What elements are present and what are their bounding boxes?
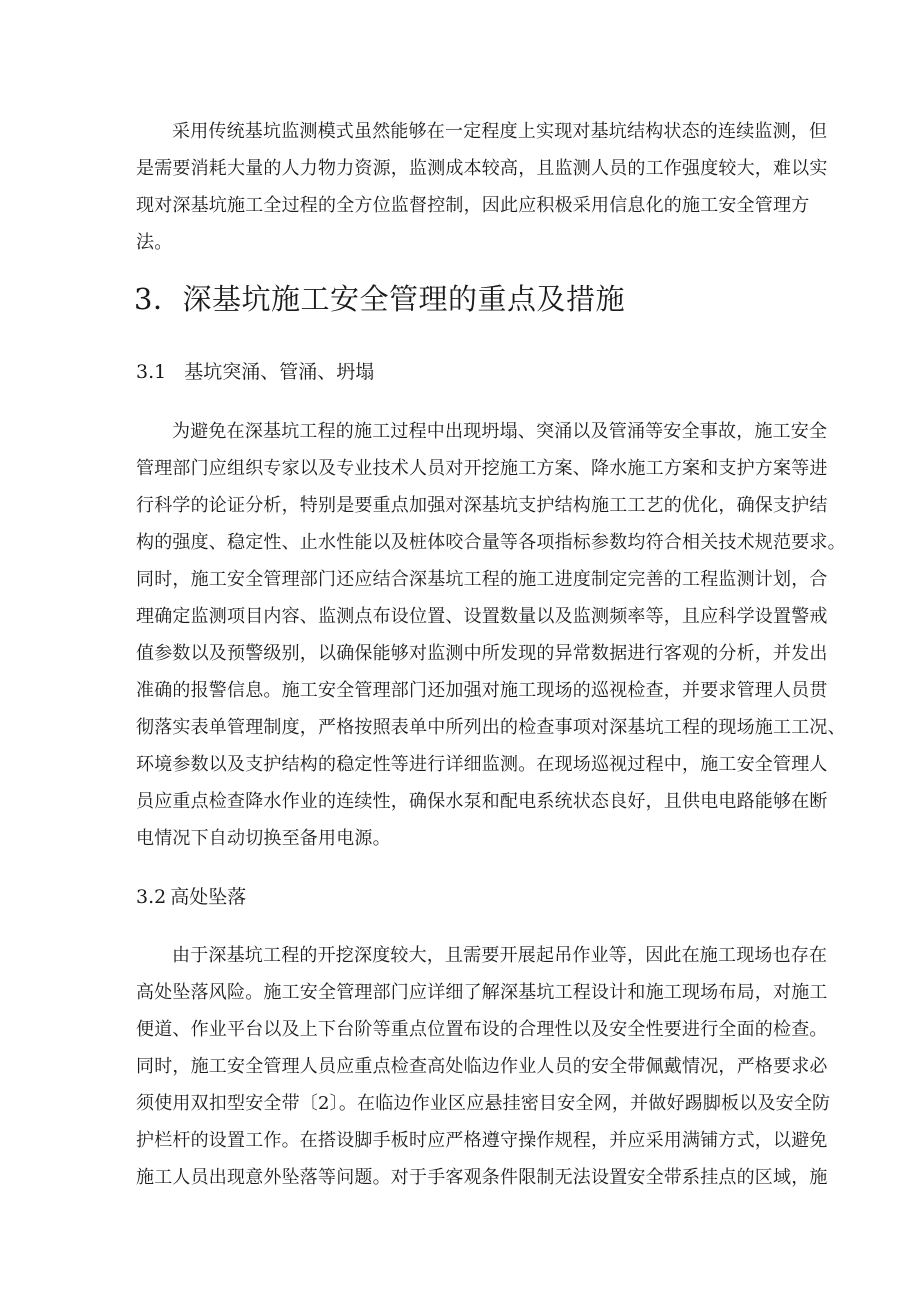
paragraph-line: 同时，施工安全管理部门还应结合深基坑工程的施工进度制定完善的工程监测计划，合: [136, 569, 828, 590]
paragraph-line: 护栏杆的设置工作。在搭设脚手板时应严格遵守操作规程，并应采用满铺方式，以避免: [136, 1130, 828, 1151]
subsection-heading: [136, 359, 374, 385]
subsection-title: 基坑突涌、管涌、坍塌: [184, 361, 375, 383]
paragraph-line: 环境参数以及支护结构的稳定性等进行详细监测。在现场巡视过程中，施工安全管理人: [136, 754, 828, 775]
paragraph-line: 同时，施工安全管理人员应重点检查高处临边作业人员的安全带佩戴情况，严格要求必: [136, 1056, 828, 1077]
paragraph-line: 法。: [136, 232, 173, 253]
paragraph-line: 现对深基坑施工全过程的全方位监督控制，因此应积极采用信息化的施工安全管理方: [136, 195, 810, 216]
paragraph-line: 施工人员出现意外坠落等问题。对于手客观条件限制无法设置安全带系挂点的区域，施: [136, 1167, 828, 1188]
subsection-number: 3.2: [136, 886, 167, 908]
paragraph-line: 理确定监测项目内容、监测点布设位置、设置数量以及监测频率等，且应科学设置警戒: [136, 606, 828, 627]
paragraph-line: 由于深基坑工程的开挖深度较大，且需要开展起吊作业等，因此在施工现场也存在: [172, 945, 828, 966]
paragraph-line: 值参数以及预警级别，以确保能够对监测中所发现的异常数据进行客观的分析，并发出: [136, 643, 828, 664]
paragraph-line: 便道、作业平台以及上下台阶等重点位置布设的合理性以及安全性要进行全面的检查。: [136, 1019, 828, 1040]
paragraph-line: 是需要消耗大量的人力物力资源，监测成本较高，且监测人员的工作强度较大，难以实: [136, 158, 828, 179]
subsection-number: 3.1: [136, 361, 167, 383]
paragraph-line: 构的强度、稳定性、止水性能以及桩体咬合量等各项指标参数均符合相关技术规范要求。: [136, 532, 846, 553]
paragraph-line: 须使用双扣型安全带〔2〕。在临边作业区应悬挂密目安全网，并做好踢脚板以及安全防: [136, 1093, 831, 1114]
paragraph-line: 管理部门应组织专家以及专业技术人员对开挖施工方案、降水施工方案和支护方案等进: [136, 458, 828, 479]
paragraph-line: 行科学的论证分析，特别是要重点加强对深基坑支护结构施工工艺的优化，确保支护结: [136, 495, 828, 516]
paragraph-line: 采用传统基坑监测模式虽然能够在一定程度上实现对基坑结构状态的连续监测，但: [172, 121, 828, 142]
section-heading: 3．深基坑施工安全管理的重点及措施: [134, 282, 625, 316]
paragraph-line: 员应重点检查降水作业的连续性，确保水泵和配电系统状态良好，且供电电路能够在断: [136, 791, 828, 812]
paragraph-line: 为避免在深基坑工程的施工过程中出现坍塌、突涌以及管涌等安全事故，施工安全: [172, 421, 828, 442]
subsection-heading: [136, 884, 246, 910]
subsection-title: 高处坠落: [170, 886, 247, 908]
paragraph-line: 电情况下自动切换至备用电源。: [136, 828, 391, 849]
paragraph-line: 彻落实表单管理制度，严格按照表单中所列出的检查事项对深基坑工程的现场施工工况、: [136, 717, 846, 738]
paragraph-line: 高处坠落风险。施工安全管理部门应详细了解深基坑工程设计和施工现场布局，对施工: [136, 982, 828, 1003]
paragraph-line: 准确的报警信息。施工安全管理部门还加强对施工现场的巡视检查，并要求管理人员贯: [136, 680, 828, 701]
